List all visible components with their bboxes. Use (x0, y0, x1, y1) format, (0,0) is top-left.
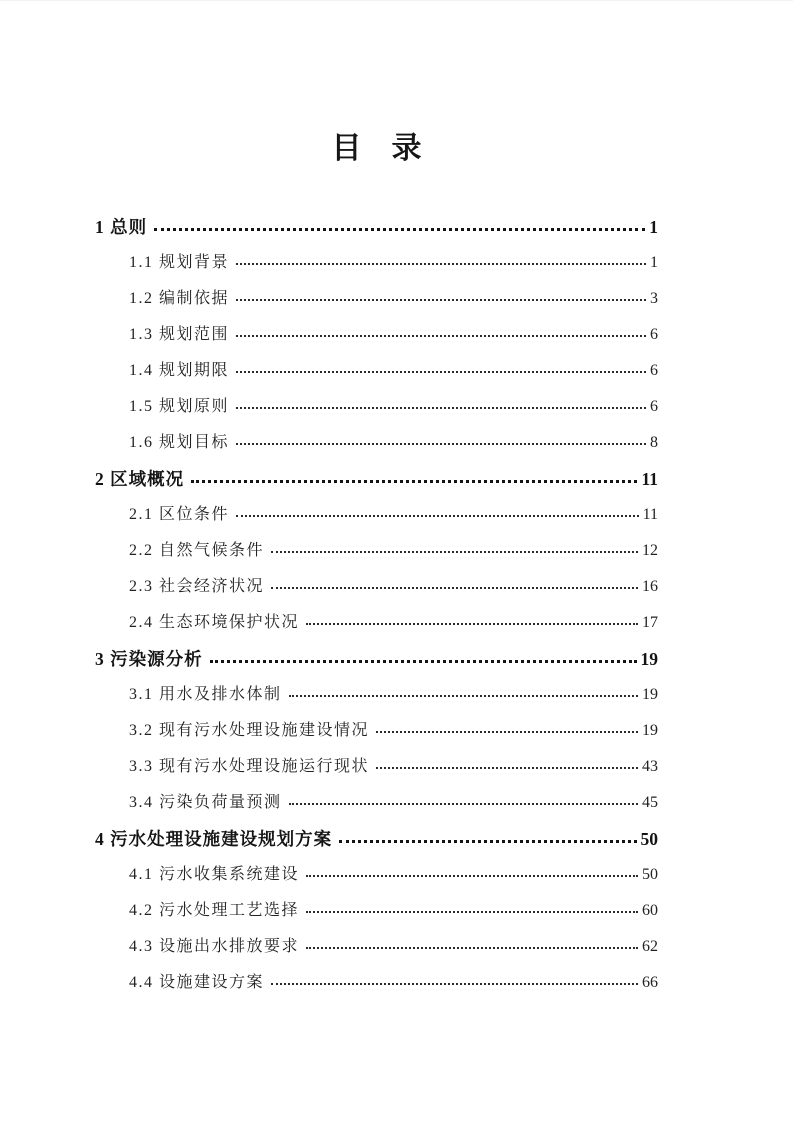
toc-entry-page: 45 (642, 794, 658, 811)
toc-entry[interactable] (95, 821, 658, 857)
toc-entry[interactable] (95, 713, 658, 749)
toc-entry[interactable] (95, 569, 658, 605)
toc-entry[interactable] (95, 929, 658, 965)
toc-entry[interactable] (95, 785, 658, 821)
toc-entry-label: 3.1 用水及排水体制 (129, 686, 282, 703)
toc-entry-label: 3 污染源分析 (95, 649, 203, 669)
toc-leader-dots (306, 947, 638, 949)
toc-entry[interactable] (95, 857, 658, 893)
toc-entry[interactable] (95, 749, 658, 785)
toc-entry[interactable] (95, 641, 658, 677)
toc-leader-dots (289, 695, 638, 697)
toc-entry-label: 2 区域概况 (95, 469, 185, 489)
toc-entry-page: 6 (650, 326, 658, 343)
toc-leader-dots (236, 407, 646, 409)
toc-entry-page: 60 (642, 902, 658, 919)
toc-entry-label: 4.3 设施出水排放要求 (129, 938, 300, 955)
toc-leader-dots (339, 840, 636, 843)
toc-entry-page: 16 (642, 578, 658, 595)
toc-entry-page: 43 (642, 758, 658, 775)
toc-entry-label: 1 总则 (95, 217, 148, 237)
toc-entry[interactable] (95, 245, 658, 281)
toc-entry-label: 1.2 编制依据 (129, 290, 230, 307)
toc-entry-label: 3.3 现有污水处理设施运行现状 (129, 758, 370, 775)
toc-entry-page: 1 (649, 217, 658, 237)
toc-leader-dots (306, 911, 638, 913)
toc-leader-dots (236, 371, 646, 373)
toc-leader-dots (306, 875, 638, 877)
toc-entry-page: 19 (642, 722, 658, 739)
toc-leader-dots (271, 983, 638, 985)
toc-entry-label: 4.2 污水处理工艺选择 (129, 902, 300, 919)
toc-entry-label: 2.2 自然气候条件 (129, 542, 265, 559)
toc-leader-dots (210, 660, 637, 663)
toc-entry[interactable] (95, 281, 658, 317)
toc-leader-dots (236, 299, 646, 301)
toc-leader-dots (236, 515, 639, 517)
document-page (0, 1, 793, 1123)
toc-entry-label: 2.4 生态环境保护状况 (129, 614, 300, 631)
toc-entry-page: 6 (650, 398, 658, 415)
toc-entry-page: 6 (650, 362, 658, 379)
toc-entry-page: 19 (642, 686, 658, 703)
toc-leader-dots (289, 803, 638, 805)
toc-leader-dots (191, 480, 637, 483)
toc-leader-dots (154, 228, 645, 231)
toc-entry[interactable] (95, 317, 658, 353)
toc-entry-label: 4.1 污水收集系统建设 (129, 866, 300, 883)
toc-entry-page: 1 (650, 254, 658, 271)
toc-entry-label: 3.4 污染负荷量预测 (129, 794, 282, 811)
toc-entry[interactable] (95, 353, 658, 389)
toc-entry-page: 50 (642, 866, 658, 883)
toc-entry-label: 2.1 区位条件 (129, 506, 230, 523)
toc-entry-label: 4.4 设施建设方案 (129, 974, 265, 991)
toc-entry-page: 50 (640, 829, 658, 849)
toc-entry-page: 11 (642, 506, 658, 523)
toc-leader-dots (376, 731, 638, 733)
toc-list (95, 209, 658, 1001)
toc-entry[interactable] (95, 533, 658, 569)
toc-entry-page: 66 (642, 974, 658, 991)
toc-entry-page: 12 (642, 542, 658, 559)
toc-entry-label: 1.1 规划背景 (129, 254, 230, 271)
toc-leader-dots (306, 623, 638, 625)
toc-entry-page: 17 (642, 614, 658, 631)
toc-entry-label: 4 污水处理设施建设规划方案 (95, 829, 333, 849)
toc-leader-dots (236, 263, 646, 265)
toc-entry[interactable] (95, 497, 658, 533)
toc-entry-label: 1.6 规划目标 (129, 434, 230, 451)
toc-leader-dots (271, 587, 638, 589)
toc-entry-page: 3 (650, 290, 658, 307)
toc-entry-page: 8 (650, 434, 658, 451)
toc-entry-label: 3.2 现有污水处理设施建设情况 (129, 722, 370, 739)
toc-entry[interactable] (95, 893, 658, 929)
toc-entry-label: 1.4 规划期限 (129, 362, 230, 379)
toc-entry[interactable] (95, 389, 658, 425)
toc-entry-page: 19 (640, 649, 658, 669)
toc-entry-page: 11 (641, 469, 658, 489)
toc-leader-dots (271, 551, 638, 553)
page-title: 目 录 (331, 132, 422, 165)
toc-leader-dots (236, 335, 646, 337)
toc-entry[interactable] (95, 209, 658, 245)
toc-entry-page: 62 (642, 938, 658, 955)
toc-entry-label: 2.3 社会经济状况 (129, 578, 265, 595)
toc-entry-label: 1.5 规划原则 (129, 398, 230, 415)
toc-entry[interactable] (95, 461, 658, 497)
toc-entry[interactable] (95, 965, 658, 1001)
toc-entry[interactable] (95, 425, 658, 461)
toc-leader-dots (376, 767, 638, 769)
toc-leader-dots (236, 443, 646, 445)
toc-entry[interactable] (95, 605, 658, 641)
toc-entry[interactable] (95, 677, 658, 713)
toc-entry-label: 1.3 规划范围 (129, 326, 230, 343)
